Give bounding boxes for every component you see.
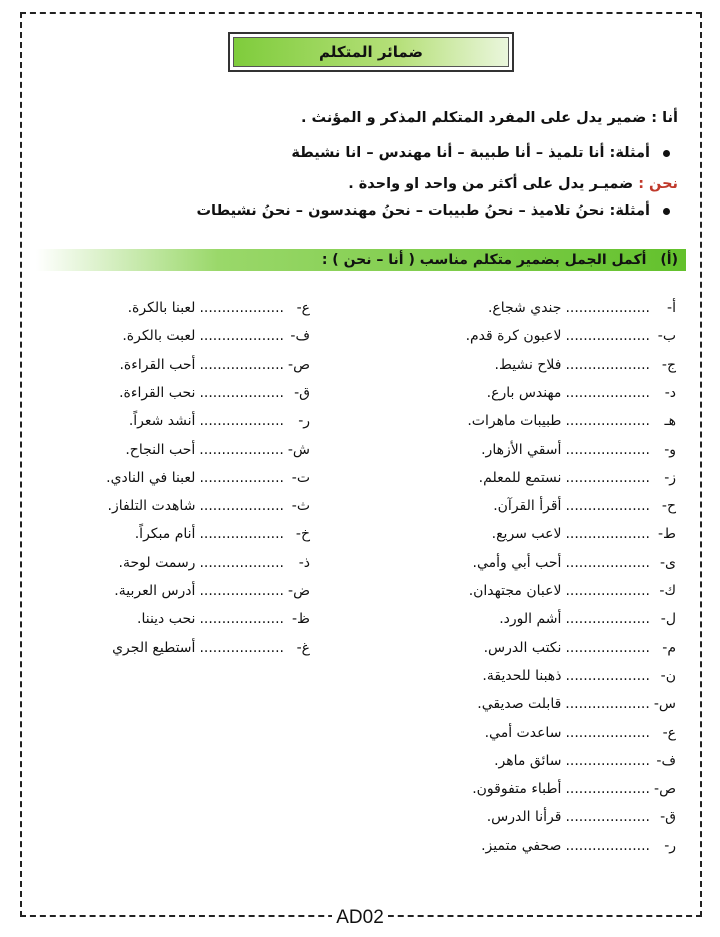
item-text: أشم الورد. xyxy=(499,611,562,628)
item-text: أسقي الأزهار. xyxy=(481,441,562,458)
page-code: AD02 xyxy=(332,907,388,928)
item-label: ت- xyxy=(291,469,310,486)
item-text: لاعبون كرة قدم. xyxy=(465,328,562,345)
item-label: ع- xyxy=(662,724,676,741)
item-label: ص- xyxy=(654,781,676,798)
blank-field[interactable]: ................... xyxy=(565,724,650,741)
item-label: ع- xyxy=(296,300,310,316)
blank-field[interactable]: ................... xyxy=(199,300,284,316)
item-text: أطباء متفوقون. xyxy=(472,781,562,798)
bullet-icon xyxy=(663,150,670,157)
exercise-item xyxy=(477,694,676,714)
item-label: س- xyxy=(653,696,676,713)
item-label: ى- xyxy=(659,554,676,571)
item-label: ك- xyxy=(659,583,676,599)
exercise-item xyxy=(481,440,676,460)
item-text: ذهبنا للحديقة. xyxy=(482,667,562,684)
item-text: لعبنا بالكرة. xyxy=(127,300,196,316)
blank-field[interactable]: ................... xyxy=(199,611,284,628)
exercise-item xyxy=(106,468,310,488)
exercise-item xyxy=(469,581,676,601)
blank-field[interactable]: ................... xyxy=(565,554,650,571)
exercise-item xyxy=(128,298,310,318)
item-text: أنشد شعراً. xyxy=(128,413,196,430)
exercise-item xyxy=(473,553,676,573)
item-label: ض- xyxy=(288,583,310,599)
blank-field[interactable]: ................... xyxy=(565,752,650,769)
item-label: ح- xyxy=(661,498,676,515)
item-text: فلاح نشيط. xyxy=(494,356,562,373)
exercise-item xyxy=(481,836,676,856)
exercise-item xyxy=(129,411,310,431)
item-text: لاعب سريع. xyxy=(491,526,562,543)
blank-field[interactable]: ................... xyxy=(565,356,650,373)
blank-field[interactable]: ................... xyxy=(565,498,650,515)
item-text: قرأنا الدرس. xyxy=(486,809,562,826)
blank-field[interactable]: ................... xyxy=(199,384,284,401)
exercise-item xyxy=(119,383,310,403)
exercise-item xyxy=(467,411,676,431)
item-label: ق- xyxy=(660,809,676,826)
nahnu-text: ضميـر يدل على أكثر من واحد او واحدة . xyxy=(348,176,634,192)
blank-field[interactable]: ................... xyxy=(199,328,284,345)
page-title: ضمائر المتكلم xyxy=(233,37,509,67)
item-label: ف- xyxy=(656,752,676,769)
item-label: ر- xyxy=(298,413,310,430)
item-label: ل- xyxy=(660,611,676,628)
item-text: شاهدت التلفاز. xyxy=(107,498,196,515)
blank-field[interactable]: ................... xyxy=(565,413,650,430)
blank-field[interactable]: ................... xyxy=(565,328,650,345)
item-text: أحب أبي وأمي. xyxy=(472,554,562,571)
exercise-item xyxy=(125,440,310,460)
item-text: جندي شجاع. xyxy=(487,300,562,316)
exercise-header xyxy=(36,249,686,271)
blank-field[interactable]: ................... xyxy=(565,837,650,854)
blank-field[interactable]: ................... xyxy=(565,611,650,628)
item-text: لعبنا في النادي. xyxy=(106,469,196,486)
blank-field[interactable]: ................... xyxy=(565,583,650,599)
item-label: ط- xyxy=(658,526,676,543)
item-label: ص- xyxy=(288,356,310,373)
exercise-item xyxy=(488,298,676,318)
item-text: سائق ماهر. xyxy=(494,752,562,769)
item-label: ر- xyxy=(664,837,676,854)
nahnu-examples-text: نحنُ تلاميذ – نحنُ طبيبات – نحنُ مهندسون – نحنُ نشيطات xyxy=(196,203,605,219)
blank-field[interactable]: ................... xyxy=(565,639,650,656)
exercise-item xyxy=(108,496,311,516)
item-label: و- xyxy=(664,441,676,458)
item-text: طبيبات ماهرات. xyxy=(467,413,562,430)
blank-field[interactable]: ................... xyxy=(565,384,650,401)
item-text: أنام مبكراً. xyxy=(134,526,196,543)
nahnu-examples xyxy=(196,203,670,219)
blank-field[interactable]: ................... xyxy=(565,441,650,458)
bullet-icon xyxy=(663,208,670,215)
blank-field[interactable]: ................... xyxy=(565,667,650,684)
item-text: أستطيع الجري xyxy=(112,639,196,656)
blank-field[interactable]: ................... xyxy=(565,300,650,316)
item-label: ن- xyxy=(660,667,676,684)
exercise-item xyxy=(493,496,676,516)
page-code-wrapper xyxy=(0,907,720,929)
exercise-item xyxy=(485,723,676,743)
item-label: ث- xyxy=(291,498,310,515)
ana-examples-text: أنا تلميذ – أنا طبيبة – أنا مهندس – انا نشيطة xyxy=(291,145,605,161)
blank-field[interactable]: ................... xyxy=(565,809,650,826)
item-label: ف- xyxy=(290,328,310,345)
exercise-item xyxy=(487,807,676,827)
item-label: ز- xyxy=(664,469,676,486)
blank-field[interactable]: ................... xyxy=(565,781,650,798)
exercise-item xyxy=(466,326,676,346)
ana-examples-label: أمثلة: xyxy=(609,145,650,161)
definition-ana xyxy=(301,110,678,126)
ana-examples xyxy=(291,145,670,161)
definition-nahnu xyxy=(348,176,678,192)
exercise-item xyxy=(487,383,676,403)
blank-field[interactable]: ................... xyxy=(565,469,650,486)
blank-field[interactable]: ................... xyxy=(565,696,650,713)
blank-field[interactable]: ................... xyxy=(199,469,284,486)
item-text: رسمت لوحة. xyxy=(118,554,196,571)
nahnu-label: نحن : xyxy=(638,176,678,192)
item-text: قابلت صديقي. xyxy=(477,696,562,713)
exercise-item xyxy=(494,751,676,771)
blank-field[interactable]: ................... xyxy=(199,413,284,430)
item-label: أ- xyxy=(667,300,676,316)
exercise-item xyxy=(112,638,310,658)
blank-field[interactable]: ................... xyxy=(199,554,284,571)
blank-field[interactable]: ................... xyxy=(565,526,650,543)
item-text: لاعبان مجتهدان. xyxy=(468,583,562,599)
nahnu-examples-label: أمثلة: xyxy=(609,203,650,219)
item-text: أحب القراءة. xyxy=(119,356,196,373)
item-text: ساعدت أمي. xyxy=(484,724,562,741)
exercise-item xyxy=(135,524,310,544)
item-text: مهندس بارع. xyxy=(486,384,562,401)
exercise-item xyxy=(495,355,676,375)
item-label: خ- xyxy=(295,526,310,543)
item-label: م- xyxy=(662,639,676,656)
item-text: أقرأ القرآن. xyxy=(493,498,562,515)
exercise-item xyxy=(479,468,676,488)
exercise-item xyxy=(482,666,676,686)
exercise-item xyxy=(492,524,676,544)
exercise-letter: (أ) xyxy=(660,252,678,268)
exercise-item xyxy=(499,609,676,629)
item-text: نستمع للمعلم. xyxy=(478,469,562,486)
exercise-item xyxy=(122,326,310,346)
item-label: ق- xyxy=(294,384,310,401)
blank-field[interactable]: ................... xyxy=(199,639,284,656)
exercise-item xyxy=(119,355,310,375)
title-box xyxy=(228,32,514,72)
exercise-item xyxy=(472,779,676,799)
item-label: ش- xyxy=(287,441,310,458)
exercise-item xyxy=(119,553,310,573)
item-text: نكتب الدرس. xyxy=(483,639,562,656)
exercise-item xyxy=(484,638,676,658)
item-text: نحب ديننا. xyxy=(137,611,196,628)
blank-field[interactable]: ................... xyxy=(199,356,284,373)
blank-field[interactable]: ................... xyxy=(199,526,284,543)
item-label: غ- xyxy=(296,639,310,656)
blank-field[interactable]: ................... xyxy=(199,583,284,599)
item-label: ذ- xyxy=(298,554,310,571)
item-label: ظ- xyxy=(292,611,310,628)
item-label: هـ xyxy=(664,413,676,430)
item-label: ب- xyxy=(657,328,676,345)
exercise-instruction: أكمل الجمل بضمير متكلم مناسب ( أنا – نحن ) : xyxy=(321,252,647,268)
item-text: أدرس العربية. xyxy=(114,583,196,599)
ana-label: أنا : xyxy=(651,110,678,126)
item-label: د- xyxy=(664,384,676,401)
blank-field[interactable]: ................... xyxy=(199,498,284,515)
item-label: ج- xyxy=(661,356,676,373)
exercise-item xyxy=(137,609,310,629)
item-text: صحفي متميز. xyxy=(481,837,562,854)
ana-text: ضمير يدل على المفرد المتكلم المذكر و المؤنث . xyxy=(300,110,647,126)
item-text: لعبت بالكرة. xyxy=(122,328,196,345)
blank-field[interactable]: ................... xyxy=(199,441,284,458)
exercise-item xyxy=(114,581,310,601)
item-text: أحب النجاح. xyxy=(125,441,196,458)
item-text: نحب القراءة. xyxy=(119,384,196,401)
